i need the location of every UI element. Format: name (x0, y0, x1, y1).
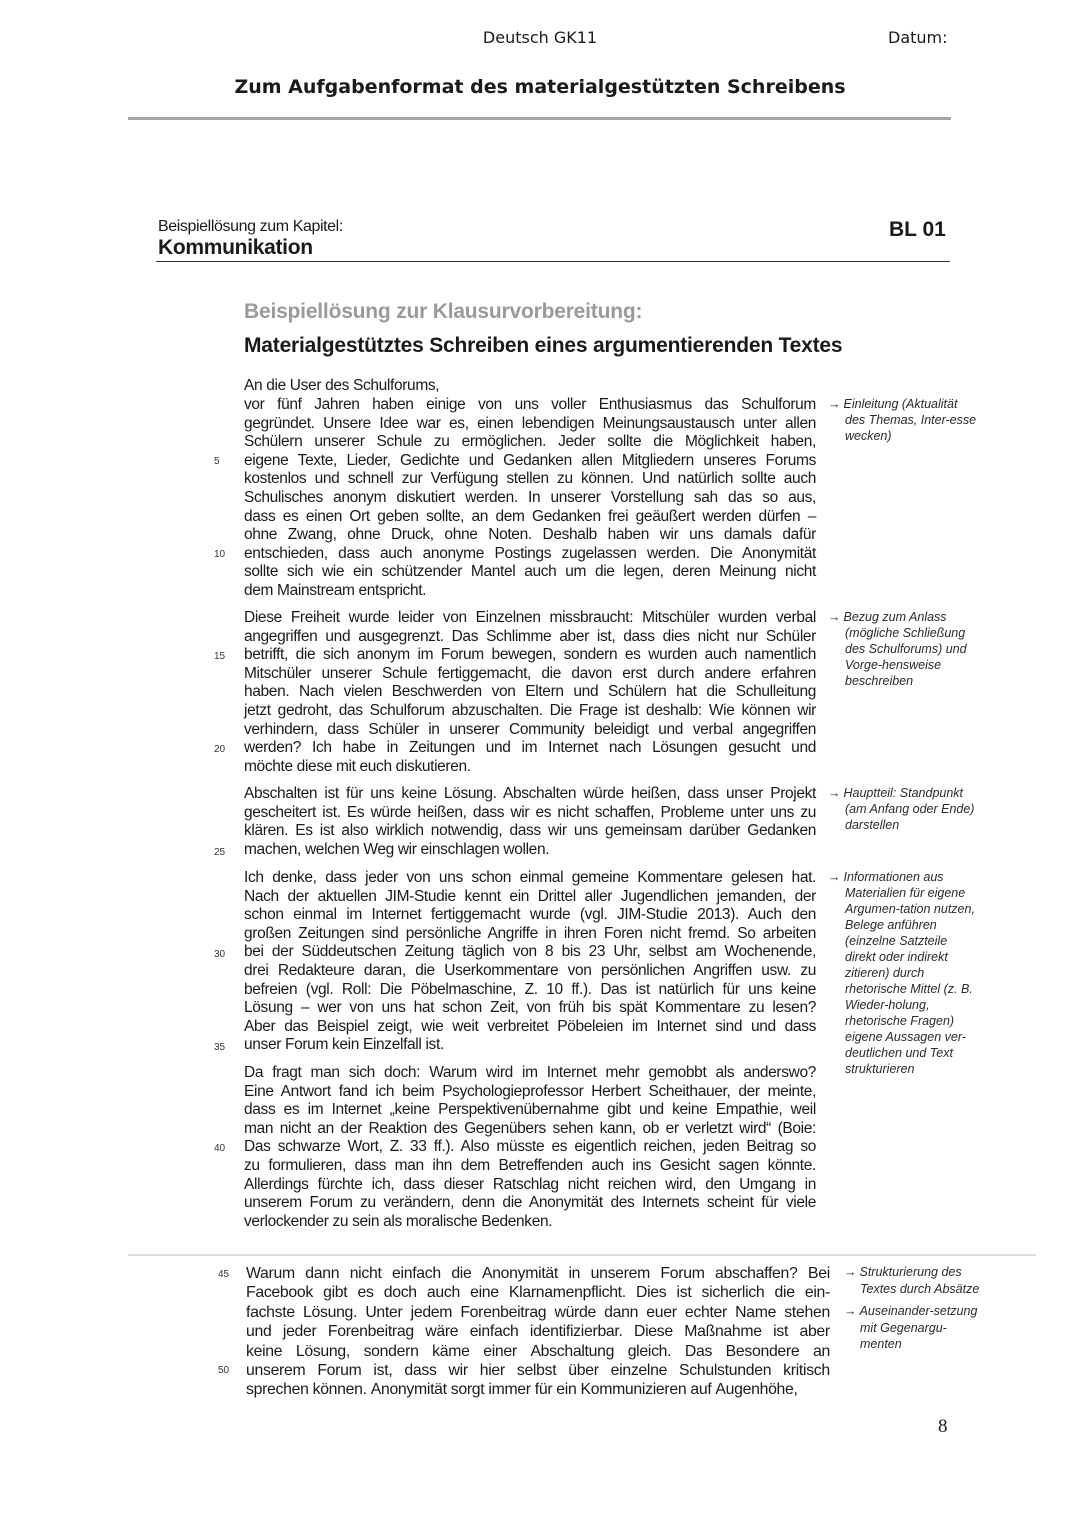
text-line: verhindern, dass Schüler in unserer Community beleidigt und verbal angegriffen (244, 720, 816, 738)
text-line: sprechen können. Anonymität sorgt immer für ein Kommunizieren auf Augenhöhe, (246, 1381, 798, 1399)
text-line: verlockender zu sein als moralische Bedenken. (244, 1212, 553, 1230)
margin-note-text: Informationen aus Materialien für eigene Argumen-tation nutzen, Belege anführen (einzelne Satzteile direkt oder indirekt zitieren) durch rhetorische Mittel (z. B. Wieder-holung, rhetorische Fragen) eigene Aussagen ver-deutlichen und Text strukturieren (843, 870, 975, 1076)
text-line: möchte diese mit euch diskutieren. (244, 757, 471, 775)
page-break-divider (128, 1254, 1036, 1256)
text-line: eigene Texte, Lieder, Gedichte und Gedanken allen Mitgliedern unseres Forums (244, 451, 816, 469)
arrow-right-icon: → (828, 610, 841, 624)
chapter-title: Kommunikation (158, 236, 313, 259)
text-line: angegriffen und ausgegrenzt. Das Schlimme aber ist, dass dies nicht nur Schüler (244, 627, 816, 645)
text-line: zu formulieren, dass man ihn dem Betreffenden auch ins Gesicht sagen könnte. (244, 1156, 816, 1174)
margin-note-text: Bezug zum Anlass (mögliche Schließung des Schulforums) und Vorge-hensweise beschreiben (843, 610, 967, 688)
margin-note (828, 785, 978, 833)
text-line: Schülern unserer Schule zu ermöglichen. Jeder sollte die Möglichkeit haben, (244, 433, 816, 451)
text-line: Diese Freiheit wurde leider von Einzelnen missbraucht: Mitschüler wurden verbal (244, 609, 816, 626)
text-line: Schulisches anonym diskutiert werden. In unserer Vorstellung sah das so aus, (244, 488, 816, 506)
chapter-label: Beispiellösung zum Kapitel: (158, 218, 343, 235)
letter-greeting: An die User des Schulforums, (244, 377, 440, 394)
line-number: 20 (214, 744, 226, 755)
header-divider (128, 117, 951, 120)
text-line: betrifft, die sich anonym im Forum bewegen, sondern es wurden auch namentlich (244, 646, 816, 664)
line-number: 5 (214, 456, 220, 467)
margin-note (828, 869, 978, 1077)
paragraph (244, 609, 816, 776)
line-number: 45 (218, 1269, 230, 1280)
course-label: Deutsch GK11 (482, 28, 598, 47)
line-number: 30 (214, 949, 226, 960)
text-line: man nicht an der Reaktion des Gegenübers sehen kann, ob er verletzt wird“ (Boie: (244, 1119, 816, 1137)
text-line: kostenlos und schnell zur Verfügung stellen zu können. Und natürlich sollte auch (244, 470, 816, 488)
text-line: unserem Forum ist, dass wir hier selbst über einzelne Schulstunden kritisch (246, 1361, 830, 1379)
arrow-right-icon: → (828, 786, 841, 800)
text-line: Ich denke, dass jeder von uns schon einmal gemeine Kommentare gelesen hat. (244, 869, 816, 886)
section-subtitle: Beispiellösung zur Klausurvorbereitung: (244, 300, 643, 323)
text-line: werden? Ich habe in Zeitungen und im Internet nach Lösungen gesucht und (244, 739, 816, 757)
arrow-right-icon: → (844, 1265, 857, 1279)
date-label: Datum: (888, 28, 948, 47)
text-line: Abschalten ist für uns keine Lösung. Abschalten würde heißen, dass unser Projekt (244, 785, 816, 802)
text-line: Mitschüler unserer Schule fertiggemacht, die davon erst durch andere erfahren (244, 664, 816, 682)
line-number: 10 (214, 549, 226, 560)
page-title: Zum Aufgabenformat des materialgestützten Schreibens (234, 76, 846, 98)
paragraph (244, 396, 816, 601)
text-line: entschieden, dass auch anonyme Postings zugelassen werden. Die Anonymität (244, 544, 816, 562)
text-line: Facebook gibt es doch auch eine Klarnamenpflicht. Dies ist sicherlich die ein- (246, 1284, 830, 1302)
page-number: 8 (938, 1416, 948, 1437)
text-line: und jeder Forenbeitrag wäre einfach identifizierbar. Diese Maßnahme ist aber (246, 1323, 830, 1341)
text-line: fachste Lösung. Unter jedem Forenbeitrag würde dann euer echter Name stehen (246, 1303, 830, 1321)
text-line: gegründet. Unsere Idee war es, einen lebendigen Meinungsaustausch unter allen (244, 414, 816, 432)
text-line: bei der Süddeutschen Zeitung täglich von 8 bis 23 Uhr, selbst am Wochenende, (244, 943, 816, 961)
text-line: ohne Zwang, ohne Druck, ohne Noten. Deshalb haben wir uns damals dafür (244, 526, 816, 544)
text-line: haben. Nach vielen Beschwerden von Eltern und Schülern hat die Schulleitung (244, 683, 816, 701)
line-number: 40 (214, 1143, 226, 1154)
margin-note (844, 1264, 984, 1297)
line-number: 35 (214, 1042, 226, 1053)
margin-note (844, 1303, 984, 1353)
text-line: dem Mainstream entspricht. (244, 581, 427, 599)
letter-continuation (246, 1264, 830, 1400)
arrow-right-icon: → (844, 1304, 857, 1318)
text-line: keine Lösung, sondern käme einer Abschaltung gleich. Das Besondere an (246, 1342, 830, 1360)
paragraph (244, 785, 816, 859)
text-line: drei Redakteure daran, die Userkommentare von persönlichen Angriffen usw. zu (244, 961, 816, 979)
text-line: klären. Es ist also wirklich notwendig, dass wir uns gemeinsam darüber Gedanken (244, 822, 816, 840)
text-line: vor fünf Jahren haben einige von uns voller Enthusiasmus das Schulforum (244, 396, 816, 413)
text-line: großen Zeitungen sind persönliche Angriffe in ihren Foren nicht fremd. So arbeiten (244, 924, 816, 942)
margin-notes-continued (844, 1264, 984, 1353)
worksheet-code: BL 01 (889, 218, 946, 241)
arrow-right-icon: → (828, 397, 841, 411)
text-line: Eine Antwort fand ich beim Psychologieprofessor Herbert Scheithauer, der meinte, (244, 1082, 816, 1100)
margin-note-text: Hauptteil: Standpunkt (am Anfang oder Ende) darstellen (843, 786, 975, 832)
line-number: 15 (214, 651, 226, 662)
text-line: Allerdings fürchte ich, dass dieser Ratschlag nicht reichen wird, den Umgang in (244, 1175, 816, 1193)
margin-note (828, 396, 978, 444)
margin-note-text: Auseinander-setzung mit Gegenargu-menten (859, 1304, 978, 1351)
text-line: Da fragt man sich doch: Warum wird im Internet mehr gemobbt als anderswo? (244, 1064, 816, 1081)
line-number: 50 (218, 1365, 230, 1376)
text-line: schon einmal im Internet fertiggemacht wurde (vgl. JIM-Studie 2013). Auch den (244, 906, 816, 924)
text-line: gescheitert ist. Es würde heißen, dass wir es nicht schaffen, Probleme unter uns zu (244, 803, 816, 821)
text-line: Lösung – wer von uns hat schon Zeit, von früh bis spät Kommentare zu lesen? (244, 999, 816, 1017)
text-line: Nach der aktuellen JIM-Studie kennt ein Drittel aller Jugendlichen jemanden, der (244, 887, 816, 905)
text-line: Aber das Beispiel zeigt, wie weit verbreitet Pöbeleien im Internet sind und dass (244, 1017, 816, 1035)
text-line: Warum dann nicht einfach die Anonymität in unserem Forum abschaffen? Bei (246, 1265, 830, 1282)
paragraph (244, 1064, 816, 1231)
worksheet-divider (156, 261, 950, 262)
margin-note-text: Einleitung (Aktualität des Themas, Inter-esse wecken) (843, 397, 977, 443)
margin-note-text: Strukturierung des Textes durch Absätze (859, 1265, 980, 1296)
arrow-right-icon: → (828, 870, 841, 884)
text-line: sollte sich wie ein schützender Mantel auch um die legen, deren Meinung nicht (244, 563, 816, 581)
text-line: machen, welchen Weg wir einschlagen wollen. (244, 840, 550, 858)
line-number: 25 (214, 847, 226, 858)
section-heading: Materialgestütztes Schreiben eines argumentierenden Textes (244, 334, 843, 357)
text-line: dass es im Internet „keine Perspektivenübernahme gibt und keine Empathie, weil (244, 1101, 816, 1119)
margin-note (828, 609, 978, 689)
paragraph (244, 869, 816, 1055)
text-line: unser Forum kein Einzelfall ist. (244, 1036, 444, 1054)
text-line: jetzt gedroht, das Schulforum abzuschalten. Die Frage ist deshalb: Wie können wir (244, 701, 816, 719)
text-line: Das schwarze Wort, Z. 33 ff.). Also müsste es eigentlich reichen, jeden Beitrag so (244, 1138, 816, 1156)
text-line: dass es einen Ort geben sollte, an dem Gedanken frei geäußert werden dürfen – (244, 507, 816, 525)
text-line: unserem Forum zu verändern, denn die Anonymität des Internets scheint für viele (244, 1194, 816, 1212)
text-line: befreien (vgl. Roll: Die Pöbelmaschine, Z. 10 ff.). Das ist natürlich für uns keine (244, 980, 816, 998)
